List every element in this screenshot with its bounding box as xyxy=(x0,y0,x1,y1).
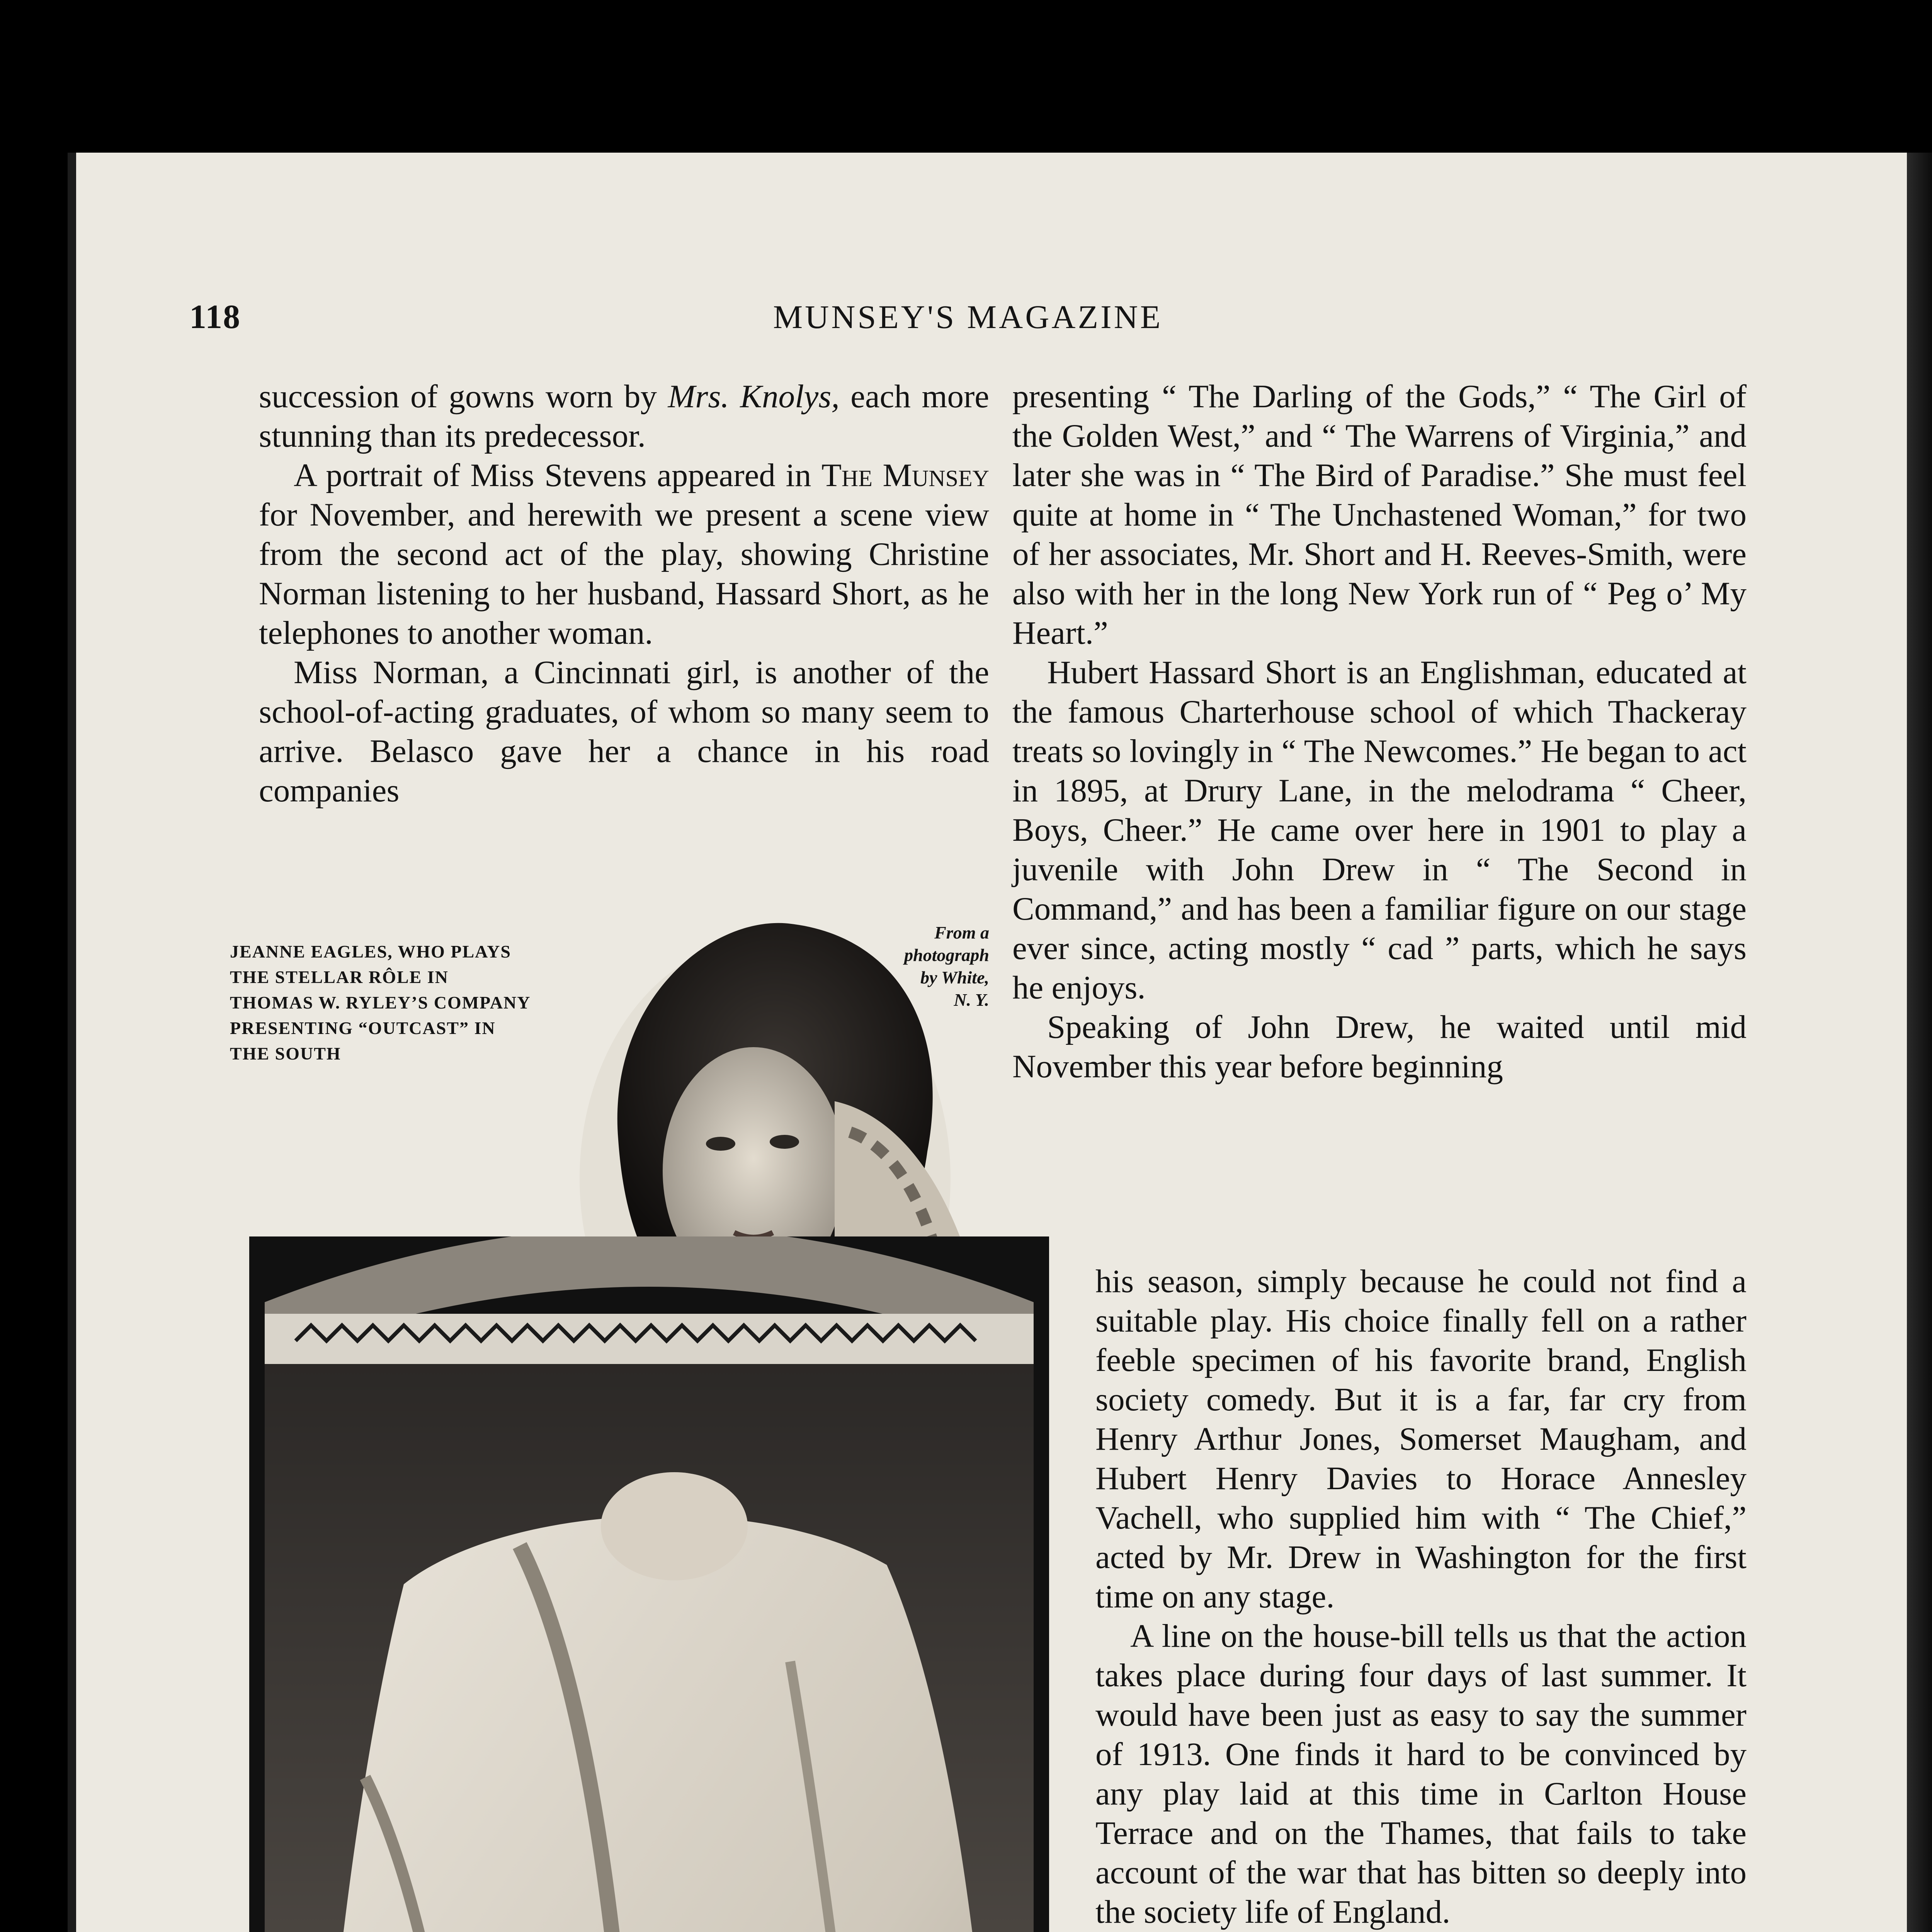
page-number: 118 xyxy=(189,298,241,336)
right-text-column xyxy=(1012,377,1747,1086)
paragraph: his season, simply because he could not find a suitable play. His choice finally fell on a rather feeble specimen of his favorite brand, English society comedy. But it is a far, far cry from Henry Arthur Jones, Somerset Maugham, and Hubert Henry Davies to Horace Annesley Vachell, who supplied him with “ The Chief,” acted by Mr. Drew in Washington for the first time on any stage. xyxy=(1095,1263,1747,1615)
paragraph: presenting “ The Darling of the Gods,” “ The Girl of the Golden West,” and “ The Warrens of Virginia,” and later she was in “ The Bird of Paradise.” She must feel quite at home in “ The Unchastened Woman,” for two of her associates, Mr. Short and H. Reeves-Smith, were also with her in the long New York run of “ Peg o’ My Heart.” xyxy=(1012,378,1747,651)
magazine-title: MUNSEY'S MAGAZINE xyxy=(773,298,1163,335)
paragraph: Hubert Hassard Short is an Englishman, educated at the famous Charterhouse school of which Thackeray treats so lovingly in “ The Newcomes.” He began to act in 1895, at Drury Lane, in the melodrama “ Cheer, Boys, Cheer.” He came over here in 1901 to play a juvenile with John Drew in “ The Second in Command,” and has been a familiar figure on our stage ever since, acting mostly “ cad ” parts, which he says he enjoys. xyxy=(1012,654,1747,1006)
credit-line: N. Y. xyxy=(954,990,989,1010)
text-run: for November, and herewith we present a scene view from the second act of the play, showing Christine Norman listening to her husband, Hassard Short, as he telephones to another woman. xyxy=(259,497,989,651)
paragraph: Speaking of John Drew, he waited until mid November this year before beginning xyxy=(1012,1009,1747,1085)
italic-name: Mrs. Knolys, xyxy=(668,378,840,415)
paragraph: A line on the house-bill tells us that the action takes place during four days of last summer. It would have been just as easy to say the summer of 1913. One finds it hard to be convinced by any play laid at this time in Carlton House Terrace and on the Thames, that fails to take account of the war that has bitten so deeply into the society life of England. xyxy=(1095,1618,1747,1930)
running-head xyxy=(189,298,1747,340)
paragraph xyxy=(259,377,989,456)
credit-line: by White, xyxy=(920,968,989,987)
text-run: A portrait of Miss Stevens appeared in xyxy=(294,457,821,493)
portrait-photo-frame xyxy=(249,1236,1049,1932)
page-edge-shadow xyxy=(1907,153,1932,1932)
paragraph: Miss Norman, a Cincinnati girl, is another of the school-of-acting graduates, of whom so many seem to arrive. Belasco gave her a chance in his road companies xyxy=(259,654,989,809)
left-text-column xyxy=(259,377,989,810)
page-gutter xyxy=(68,153,76,1932)
magazine-name: The Munsey xyxy=(821,457,989,493)
text-run: succession of gowns worn by xyxy=(259,378,668,415)
narrow-text-column xyxy=(1095,1262,1747,1932)
photo-caption: JEANNE EAGLES, WHO PLAYS THE STELLAR RÔLE IN THOMAS W. RYLEY’S COMPANY PRESENTING “OUTCAST” IN THE SOUTH xyxy=(230,942,530,1063)
credit-line: From a xyxy=(934,923,989,942)
paragraph xyxy=(259,456,989,653)
text-run: each more stunning than its predecessor. xyxy=(259,378,989,454)
credit-line: photograph xyxy=(904,945,989,965)
